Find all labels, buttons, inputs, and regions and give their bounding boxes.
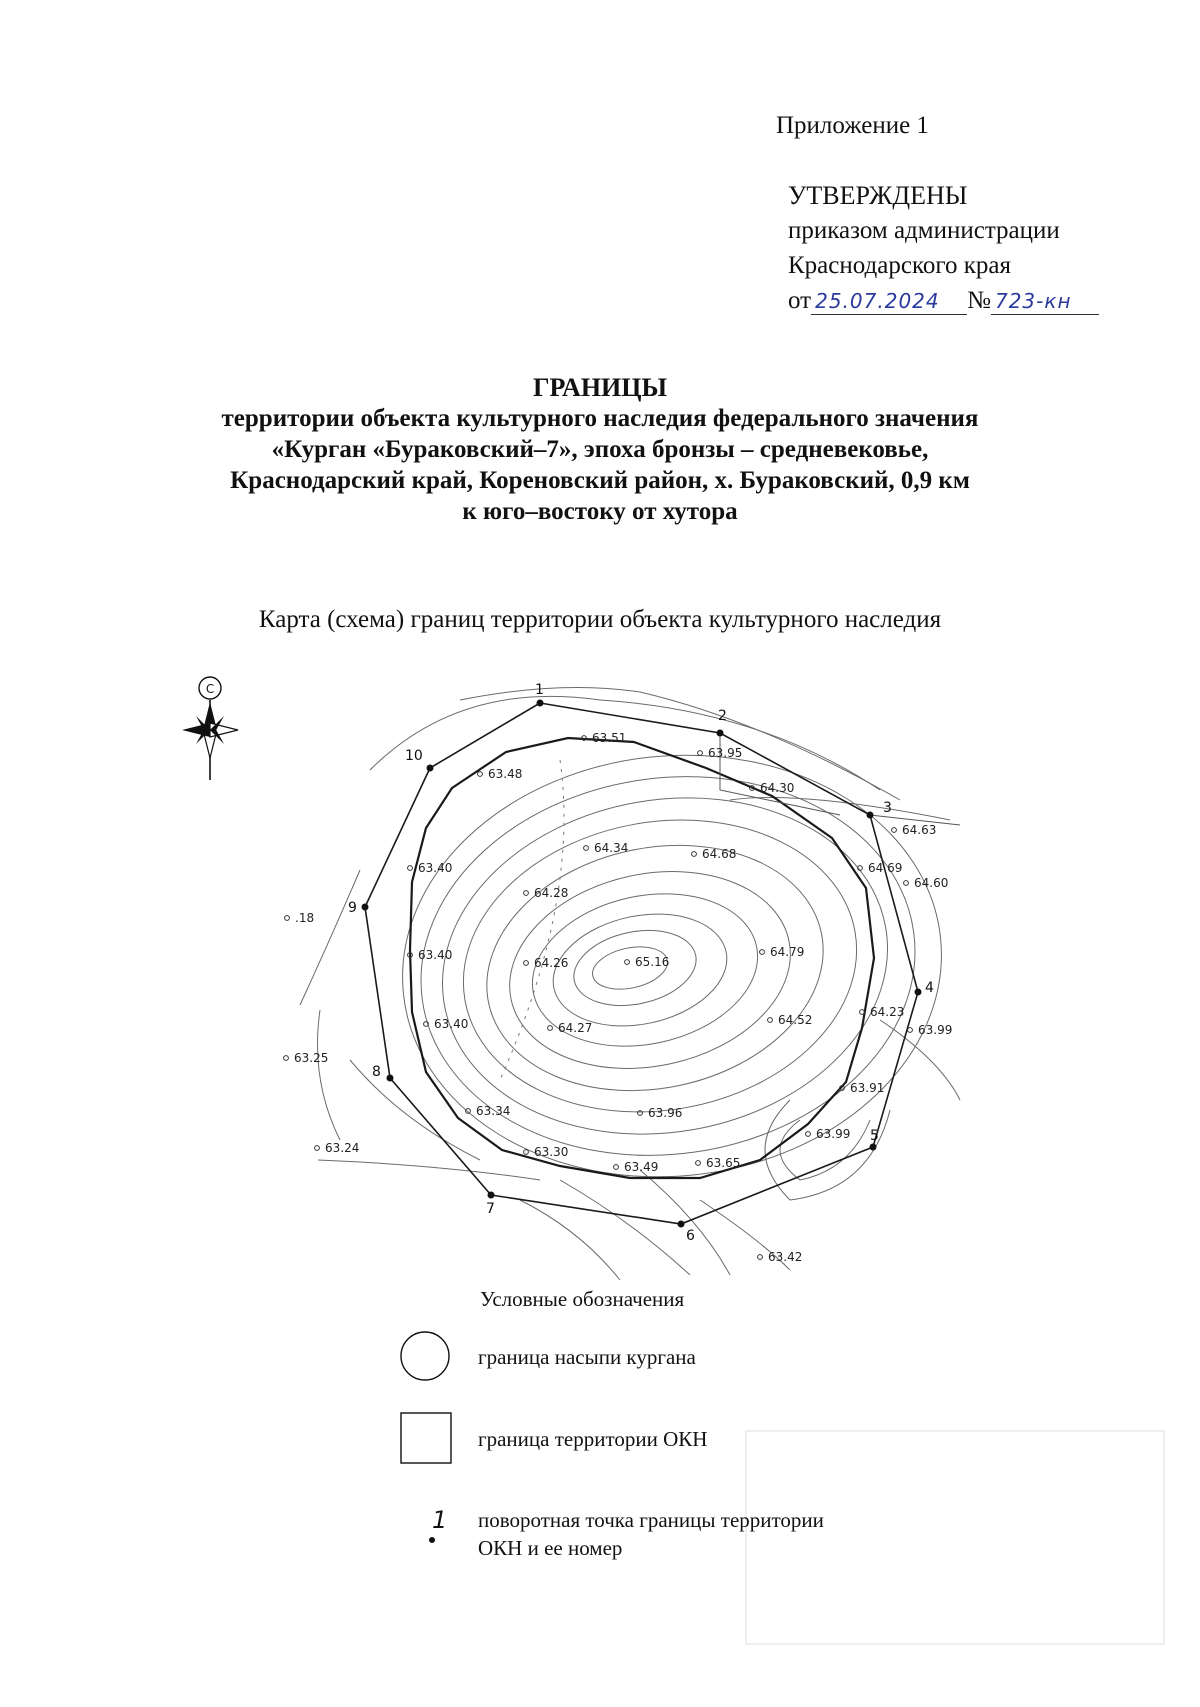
elevation-label: 63.42	[768, 1250, 803, 1264]
contour-line	[318, 1010, 341, 1140]
point-number-2: 2	[718, 708, 727, 724]
elevation-markers	[284, 731, 953, 1264]
elevation-marker	[285, 911, 314, 925]
number-prefix: №	[967, 287, 991, 314]
legend-mound-label: граница насыпи кургана	[478, 1345, 696, 1369]
legend-mound-symbol	[401, 1332, 449, 1380]
elevation-point-icon	[806, 1132, 811, 1137]
faint-stamp	[745, 1430, 1165, 1645]
title-line-1: территории объекта культурного наследия федерального значения	[221, 405, 979, 432]
elevation-marker	[584, 841, 629, 855]
elevation-marker	[760, 945, 805, 959]
elevation-point-icon	[892, 828, 897, 833]
elevation-point-icon	[285, 916, 290, 921]
legend-point-line-2: ОКН и ее номер	[478, 1536, 623, 1560]
elevation-label: 65.16	[635, 955, 670, 969]
elevation-point-icon	[524, 891, 529, 896]
point-number-1: 1	[535, 682, 544, 698]
title-main: ГРАНИЦЫ	[532, 373, 668, 402]
elevation-marker	[638, 1106, 683, 1120]
point-number-4: 4	[925, 980, 934, 996]
elevation-label: 64.23	[870, 1005, 905, 1019]
elevation-label: 63.99	[816, 1127, 851, 1141]
elevation-point-icon	[614, 1165, 619, 1170]
elevation-label: 63.96	[648, 1106, 683, 1120]
title-line-2: «Курган «Бураковский–7», эпоха бронзы – средневековье,	[271, 436, 929, 463]
elevation-point-icon	[524, 1150, 529, 1155]
elevation-label: 63.40	[418, 861, 453, 875]
contour-line	[518, 874, 772, 1066]
elevation-point-icon	[478, 772, 483, 777]
elevation-label: 63.24	[325, 1141, 360, 1155]
elevation-point-icon	[768, 1018, 773, 1023]
elevation-label: 63.25	[294, 1051, 329, 1065]
legend-territory-symbol	[401, 1413, 451, 1463]
elevation-label: 64.63	[902, 823, 937, 837]
compass-letter: С	[205, 682, 215, 696]
contour-line	[318, 1160, 540, 1180]
legend-point-line-1: поворотная точка границы территории	[478, 1508, 824, 1532]
elevation-label: 63.99	[918, 1023, 953, 1037]
elevation-label: 64.52	[778, 1013, 813, 1027]
point-number-9: 9	[348, 900, 357, 916]
elevation-marker	[524, 956, 569, 970]
elevation-marker	[768, 1013, 813, 1027]
elevation-marker	[548, 1021, 593, 1035]
elevation-point-icon	[698, 751, 703, 756]
legend-territory-label: граница территории ОКН	[478, 1427, 708, 1451]
elevation-marker	[315, 1141, 360, 1155]
elevation-label: .18	[295, 911, 315, 925]
date-prefix: от	[788, 287, 812, 314]
turning-point-5	[870, 1144, 877, 1151]
elevation-marker	[750, 781, 795, 795]
elevation-point-icon	[908, 1028, 913, 1033]
elevation-label: 63.65	[706, 1156, 741, 1170]
contour-line	[543, 899, 738, 1041]
turning-point-8	[387, 1075, 394, 1082]
legend-title: Условные обозначения	[480, 1287, 685, 1311]
elevation-point-icon	[692, 852, 697, 857]
elevation-label: 64.79	[770, 945, 805, 959]
elevation-label: 64.27	[558, 1021, 593, 1035]
turning-point-7	[488, 1192, 495, 1199]
elevation-point-icon	[758, 1255, 763, 1260]
ridge-line	[500, 760, 564, 1080]
elevation-label: 63.91	[850, 1081, 885, 1095]
turning-point-2	[717, 730, 724, 737]
elevation-point-icon	[696, 1161, 701, 1166]
contour-lines	[300, 688, 962, 1281]
contour-line	[560, 1180, 690, 1275]
turning-point-3	[867, 812, 874, 819]
compass-icon	[182, 677, 238, 780]
elevation-label: 64.34	[594, 841, 629, 855]
elevation-point-icon	[584, 846, 589, 851]
point-number-8: 8	[372, 1064, 381, 1080]
handwritten-date: 25.07.2024	[815, 289, 940, 313]
elevation-marker	[692, 847, 737, 861]
elevation-marker	[806, 1127, 851, 1141]
elevation-label: 63.48	[488, 767, 523, 781]
appendix-label: Приложение 1	[776, 112, 929, 139]
elevation-label: 63.51	[592, 731, 627, 745]
turning-point-6	[678, 1221, 685, 1228]
elevation-label: 64.69	[868, 861, 903, 875]
elevation-point-icon	[315, 1146, 320, 1151]
contour-line	[300, 870, 360, 1005]
contour-line	[491, 847, 809, 1094]
elevation-marker	[478, 767, 523, 781]
elevation-marker	[904, 876, 949, 890]
elevation-marker	[424, 1017, 469, 1031]
contour-line	[460, 688, 900, 801]
elevation-point-icon	[548, 1026, 553, 1031]
point-number-10: 10	[405, 748, 423, 764]
elevation-marker	[858, 861, 903, 875]
title-line-3: Краснодарский край, Кореновский район, х. Бураковский, 0,9 км	[230, 467, 970, 494]
title-line-4: к юго–востоку от хутора	[462, 498, 738, 525]
elevation-marker	[284, 1051, 329, 1065]
elevation-label: 64.60	[914, 876, 949, 890]
elevation-label: 63.49	[624, 1160, 659, 1174]
turning-point-9	[362, 904, 369, 911]
elevation-label: 63.34	[476, 1104, 511, 1118]
elevation-label: 63.95	[708, 746, 743, 760]
contour-line	[350, 1060, 480, 1160]
point-number-3: 3	[883, 800, 892, 816]
elevation-marker	[625, 955, 670, 969]
elevation-label: 64.30	[760, 781, 795, 795]
elevation-point-icon	[625, 960, 630, 965]
point-number-6: 6	[686, 1228, 695, 1244]
elevation-point-icon	[760, 950, 765, 955]
elevation-label: 63.40	[434, 1017, 469, 1031]
point-number-5: 5	[870, 1128, 879, 1144]
elevation-point-icon	[284, 1056, 289, 1061]
elevation-marker	[614, 1160, 659, 1174]
elevation-label: 64.68	[702, 847, 737, 861]
elevation-marker	[892, 823, 937, 837]
map-caption: Карта (схема) границ территории объекта культурного наследия	[258, 606, 942, 633]
elevation-marker	[408, 948, 453, 962]
elevation-point-icon	[524, 961, 529, 966]
approval-heading: УТВЕРЖДЕНЫ	[788, 181, 968, 210]
elevation-label: 63.40	[418, 948, 453, 962]
approval-line-2: Краснодарского края	[788, 252, 1011, 279]
elevation-marker	[698, 746, 743, 760]
elevation-point-icon	[638, 1111, 643, 1116]
elevation-label: 63.30	[534, 1145, 569, 1159]
elevation-marker	[582, 731, 627, 745]
handwritten-number: 723-кн	[994, 289, 1072, 313]
elevation-marker	[758, 1250, 803, 1264]
elevation-label: 64.26	[534, 956, 569, 970]
legend-point-symbol	[429, 1537, 435, 1543]
legend-point-number: 1	[432, 1506, 448, 1534]
turning-point-10	[427, 765, 434, 772]
point-number-7: 7	[486, 1201, 495, 1217]
elevation-point-icon	[408, 866, 413, 871]
turning-point-1	[537, 700, 544, 707]
elevation-marker	[696, 1156, 741, 1170]
turning-point-4	[915, 989, 922, 996]
elevation-point-icon	[904, 881, 909, 886]
elevation-marker	[524, 886, 569, 900]
approval-line-1: приказом администрации	[788, 217, 1060, 244]
elevation-label: 64.28	[534, 886, 569, 900]
elevation-marker	[908, 1023, 953, 1037]
